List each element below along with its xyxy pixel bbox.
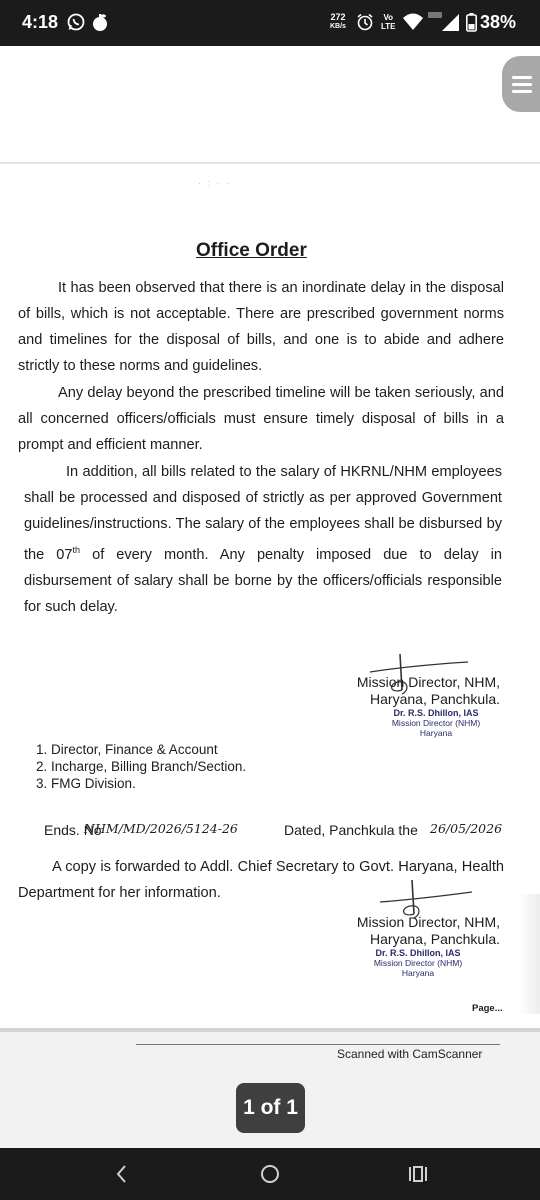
recents-icon[interactable] [406, 1162, 430, 1186]
dated-value: 26/05/2026 [430, 821, 503, 836]
page-top-margin [0, 46, 540, 164]
distribution-item: 1. Director, Finance & Account [36, 742, 218, 757]
volte-icon: Vo LTE [381, 13, 396, 31]
office-order-document [0, 164, 540, 1061]
paragraph-2: Any delay beyond the prescribed timeline will be taken seriously, and all concerned officers/officials must ensure timely disposal of bills in a prompt and efficient manner. [18, 385, 504, 453]
paragraph-3: In addition, all bills related to the salary of HKRNL/NHM employees shall be processed and disposed of strictly as per approved Government guidelines/instructions. The salary of the employees shall be disbursed by the 07th of every month. Any penalty imposed due to delay in disbursement of salary shall be borne by the officers/officials responsible for such delay. [24, 464, 502, 615]
battery-percent: 38% [480, 12, 517, 32]
pdf-page[interactable] [0, 46, 540, 1061]
signature-block-2: Mission Director, NHM, Haryana, Panchkula. Dr. R.S. Dhillon, IAS Mission Director (NHM) Haryana [356, 914, 500, 978]
ends-label: Ends. No [44, 822, 102, 838]
notification-app-icon [90, 12, 110, 32]
menu-bar [512, 76, 532, 79]
footer-divider [136, 1044, 500, 1045]
document-title: Office Order [196, 240, 307, 261]
status-time: 4:18 [22, 12, 59, 32]
network-speed: 272 KB/s [330, 12, 346, 30]
ends-number: NHM/MD/2026/5124-26 [84, 821, 238, 836]
scan-mark: · : · · [198, 178, 231, 188]
menu-bar [512, 90, 532, 93]
paragraph-1: It has been observed that there is an inordinate delay in the disposal of bills, which is not acceptable. There are prescribed government norms and timelines for the disposal of bills, and one is to abide and adhere strictly to these norms and guidelines. [18, 280, 504, 374]
camscanner-watermark: Scanned with CamScanner [337, 1047, 483, 1061]
back-icon[interactable] [110, 1162, 134, 1186]
status-bar [0, 0, 540, 46]
menu-bar [512, 83, 532, 86]
official-stamp-1: Dr. R.S. Dhillon, IAS Mission Director (NHM) Haryana [391, 708, 481, 738]
battery-icon [466, 13, 477, 32]
wifi-icon [402, 12, 424, 32]
page-bottom-edge [0, 1028, 540, 1032]
endorsement-row [44, 822, 504, 844]
whatsapp-icon [66, 12, 86, 32]
copy-forwarded-text: A copy is forwarded to Addl. Chief Secretary to Govt. Haryana, Health Department for her information. [18, 859, 504, 901]
page-continued-label: Page... [472, 1003, 503, 1014]
signature-block-1: Mission Director, NHM, Haryana, Panchkula. Dr. R.S. Dhillon, IAS Mission Director (NHM) Haryana [356, 674, 500, 738]
page-edge-shadow [518, 894, 540, 1014]
distribution-item: 3. FMG Division. [36, 776, 136, 791]
distribution-item: 2. Incharge, Billing Branch/Section. [36, 759, 247, 774]
distribution-list [36, 741, 246, 792]
signal-icon [428, 12, 460, 32]
official-stamp-2: Dr. R.S. Dhillon, IAS Mission Director (NHM) Haryana [373, 948, 463, 978]
alarm-icon [356, 13, 374, 31]
dated-label: Dated, Panchkula the [284, 822, 418, 838]
home-icon[interactable] [258, 1162, 282, 1186]
pdf-viewer[interactable] [0, 46, 540, 1148]
hamburger-menu-icon[interactable] [502, 56, 540, 112]
page-counter: 1 of 1 [236, 1083, 305, 1133]
navigation-bar [0, 1148, 540, 1200]
